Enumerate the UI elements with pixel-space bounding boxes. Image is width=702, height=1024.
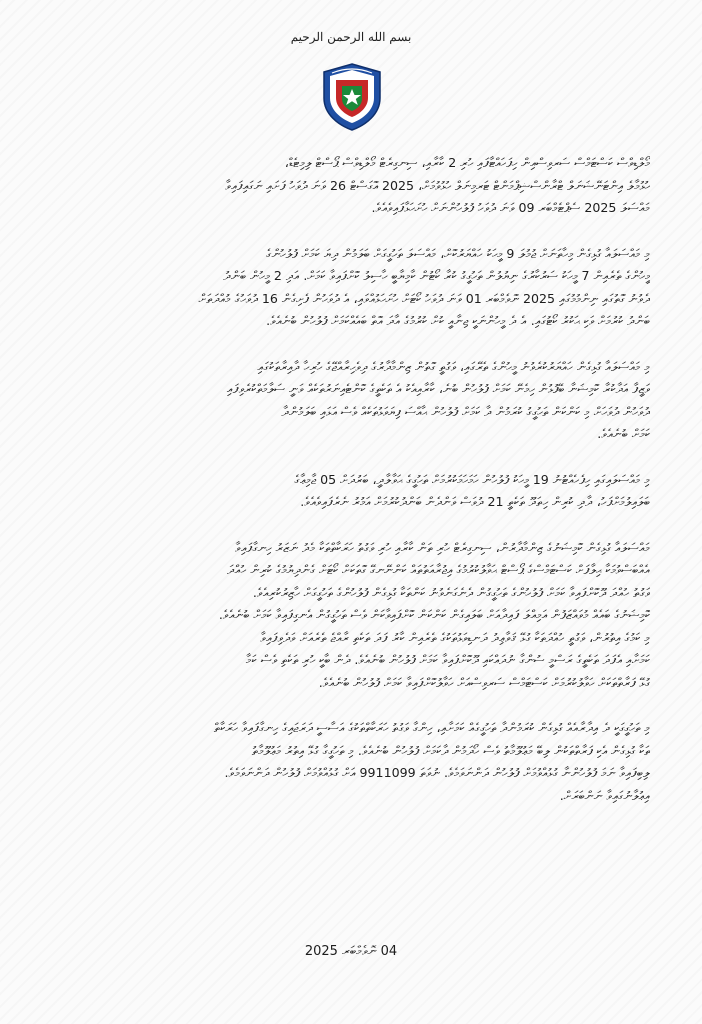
paragraph-line: ކަމަށާއި އެފަދަ ތަކެތީގެ ރަސްމީ ސުންގާ ނުދައްކައި ދޫކޮށްފައިވާ ކަމަށް ފުލުހުން ބުނެއެވެ. ދެން ބާކީ ހުރި ތަކެތި ވެސް ކަމާ [245, 652, 650, 667]
paragraph-4 [54, 469, 650, 514]
paragraph-line: މޯލްޑިވްސް ކަސްޓަމްސް ސަރވިސްއިން ހިފަހައްޓާފައި ހުރި 2 ކާރާއި، ސިނގިރެޓް މޯލްޑިވްސް ޕޯސްޓް ލިމިޓެޑް، [284, 155, 650, 170]
date-month: ނޮވެމްބަރ [342, 944, 377, 959]
paragraph-line: މީހުންގެ ތެރެއިން 7 މީހަކު ސަރުކާރުގެ ނިޔުލުން ތަހުގީގު ކުރާ ކޯޓުން ކާމިޔާބީ ހާސިލު ކޮށްފައިވާ ކަމަށް. އަދި 2 މީހުން ބަންދު [223, 268, 650, 283]
paragraph-line: ގުޅޭ ފަރާތްތަކަށް ހަވާލުކުރުމަށް ކަސްޓަމްސް ސަރވިސްއަށް ހަވާލުކޮށްފައިވާ ކަމަށް ފުލުހުން ބުނެއެވެ. [318, 674, 650, 690]
paragraph-6 [54, 717, 650, 807]
paragraph-line: ދެވުނު ގޮތުގައި ނިންމުމުގައި 2025 ނޮވެމްބަރ 01 ވަނަ ދުވަހު ކޯޓަށް ހުށަހަޅުއްވައި، އެ ދުވަހުން ފެށިގެން 16 ދުވަހުގެ މުއްދަތަށް [198, 290, 650, 306]
document-date [0, 944, 702, 959]
document-body [54, 152, 650, 830]
paragraph-line: ލިބިފައިވާ ނަމަ ފުލުހުންނާ ގުޅުއްވުމަށް ފުލުހުން ދަންނަވަމެވެ. ނުވަތަ 9911099 އަށް ގުޅުއްވުމަށް ފުލުހުން ދަންނަވަމެވެ. [224, 765, 650, 780]
paragraph-line: އިޢުލާނުގައިވާ ނަންބަރަށް. [559, 787, 650, 803]
paragraph-line: ހުޅުމާލެ އިންޓަނޭޝަނަލް ޓްރާންސްޝިޕްމަންޓް ޓަރމިނަލް ހުޅުވުމަށް، 2025 އޮގަސްޓް 26 ވަނަ ދުވަހު ފަށައި ނަގައިފައިވާ [225, 177, 650, 193]
bismillah-heading: بسم الله الرحمن الرحيم [290, 30, 412, 44]
paragraph-line: މައްސަލަ 2025 ސެޕްޓެމްބަރ 09 ވަނަ ދުވަހު ފުލުހުންނަށް ހުށަހަޅާފައިވެއެވެ. [371, 200, 650, 215]
paragraph-line: އެއްބަސްވުމަކާ ޙިލާފަށް ކަސްޓަމްސްގެ ޕޯސްޓް ޙަވާލުކުރުމުގެ އިޖުރާއަތުތައް ކަންނޭނގޭ ގޮތަކަށް ކޯޓަށް ގެންދިޔުމުގެ ކުރިން ހުއްދަ [227, 562, 650, 577]
paragraph-line: ކޮމިޝަނުގެ ބައެއް މުވައްޒަފުން އަމިއްލަ ފައިދާއަށް ބަލައިގެން ކަންކަން ކޮށްފައިވާކަން ވެސް ތަހުގީގުން އެނގިފައިވާ ކަމަށް ބުނެއެވެ. [218, 607, 650, 622]
paragraph-line: މި ތަހުގީގަކީ ދެ އިދާރާއެއް ގުޅިގެން ކުރަމުންދާ ތަހުގީގެއް ކަމަށާއި، ހިންގާ ވަގުތު ހަރަކާތްތަކުގެ އަސާސީ ދަރަޖައިގެ ހިނގާފައިވާ ހަރަކާތް [213, 720, 650, 735]
paragraph-2 [54, 243, 650, 333]
paragraph-line: މި މައްސަލައާ ގުޅިގެން މިހާތަނަށް ޖުމުލަ 9 މީހަކު ހައްޔަރުކޮށް، މައްސަލަ ތަހުގީގަށް ބަލަމުން ދިޔަ ކަމަށް ފުލުހުންގެ [266, 245, 650, 261]
paragraph-line: ކަމަށް ބުނެއެވެ. [597, 426, 650, 441]
paragraph-3 [54, 356, 650, 446]
paragraph-line: ވަޒީފާ އަދާކުރާ ކޮމިޝަނާ ބޭފުޅުން ހިމެނޭ ކަމަށް ފުލުހުން ބުނެ، ކާރާއިއެކު އެ ތަކެތީގެ ކޮންޓެއިނަރުތަކެއް ވަނީ ސަލާމަތްކުރެވިފައި [226, 381, 650, 396]
paragraph-line: މައްސަލައާ ގުޅިގެން ކޮމިޝަނުގެ ޒިންމާދާރުން، ސިނގިރެޓް ހުރި ތަން ކާރާއި ހުރި ވަގުތު ހަރަކާތްތަކާ މެދު ނަޒަރު ހިނގާފައިވާ [234, 539, 650, 555]
paragraph-line: ބަންދު ކުރުމަށް ވަކި ޙަކުރު ކޯޓުގައި. އެ ދެ މީހުންނަކީ ޖިނާއީ ކުށް ކުރުމުގެ އާދަ އޮތް ބައެއްކަމަށް ފުލުހުން ބުނެއެވެ. [266, 313, 650, 328]
paragraph-line: ވަގުތު ހުއްދަ ދޫކޮށްފައިވާ ކަމަށް ފުލުހުންގެ ތަހުގީގުން ދެނެގަނެވުނު ކަންތަކާ ގުޅިގެން ފުލުހުންގެ ތަހުގީގަށް ހާޒިރުކުރިއެވެ. [252, 584, 650, 600]
paragraph-line: ތަކާ ގުޅިގެން އެކި ފަރާތްތަކުން ލިބޭ މަޢުލޫމާތު ވެސް ހޯދަމުން ދާކަމަށް ފުލުހުން ބުނެއެވެ. މި ތަހުގީގާ ގުޅޭ އިތުރު މަޢުލޫމާތު [251, 742, 650, 758]
paragraph-line: މި މައްސަލައާ ގުޅިގެން ހައްޔަރުކުރެވުނު މީހުންގެ ތެރޭގައި، ވަގުތީ ގޮތުން ޒިންމާދާރުގެ ދިވެހިރާއްޖޭގެ ހުރިހާ ދާއިރާތަކުގައި [257, 358, 650, 374]
paragraph-line: މި ކަމުގެ އިތުރުން، ވަގުތީ ހުއްދަތަކާ ގުޅޭ ޤަވާޢިދު ދަނޑިވަޅުތަކުގެ ތެރެއިން ކާރު ފަދަ ތަކެތި ރާއްޖެ ތެރެއަށް ވަދެވިފައިވާ [260, 629, 650, 645]
paragraph-line: ދުވަހުން ދުވަހަށް މި ކަންކަން ތަހުގީގު ކުރަމުން ދާ ކަމަށް ފުލުހުން ޙާއްސަ ފިޔަވަޅުތަކެއް ވެސް އަޅައި ބަލަމުންދާ [281, 403, 650, 419]
paragraph-line: މި މައްސަލައިގައި ހިފެހެއްޓުނު 19 މީހަކު ފުލުހުން ހަމަހަމަކުރުމަށް ތަހުގީގެ ޙަވާލާދީ، ބަރުދަށް 05 ޖާމިޢާގެ [294, 471, 650, 487]
date-day: 04 [380, 944, 398, 959]
paragraph-1 [54, 152, 650, 220]
police-emblem-icon [320, 62, 384, 132]
paragraph-5 [54, 537, 650, 695]
paragraph-line: ބަލައިލުމަށްފަހު، ދާދި ކުރިން ހިތަދޫ ތަކެތީ 21 ދުވަސް ވަންދެން ބަންދުކުރުމަށް އަމުރު ނެރެފައިވެއެވެ. [300, 494, 650, 509]
date-year: 2025 [304, 944, 338, 959]
